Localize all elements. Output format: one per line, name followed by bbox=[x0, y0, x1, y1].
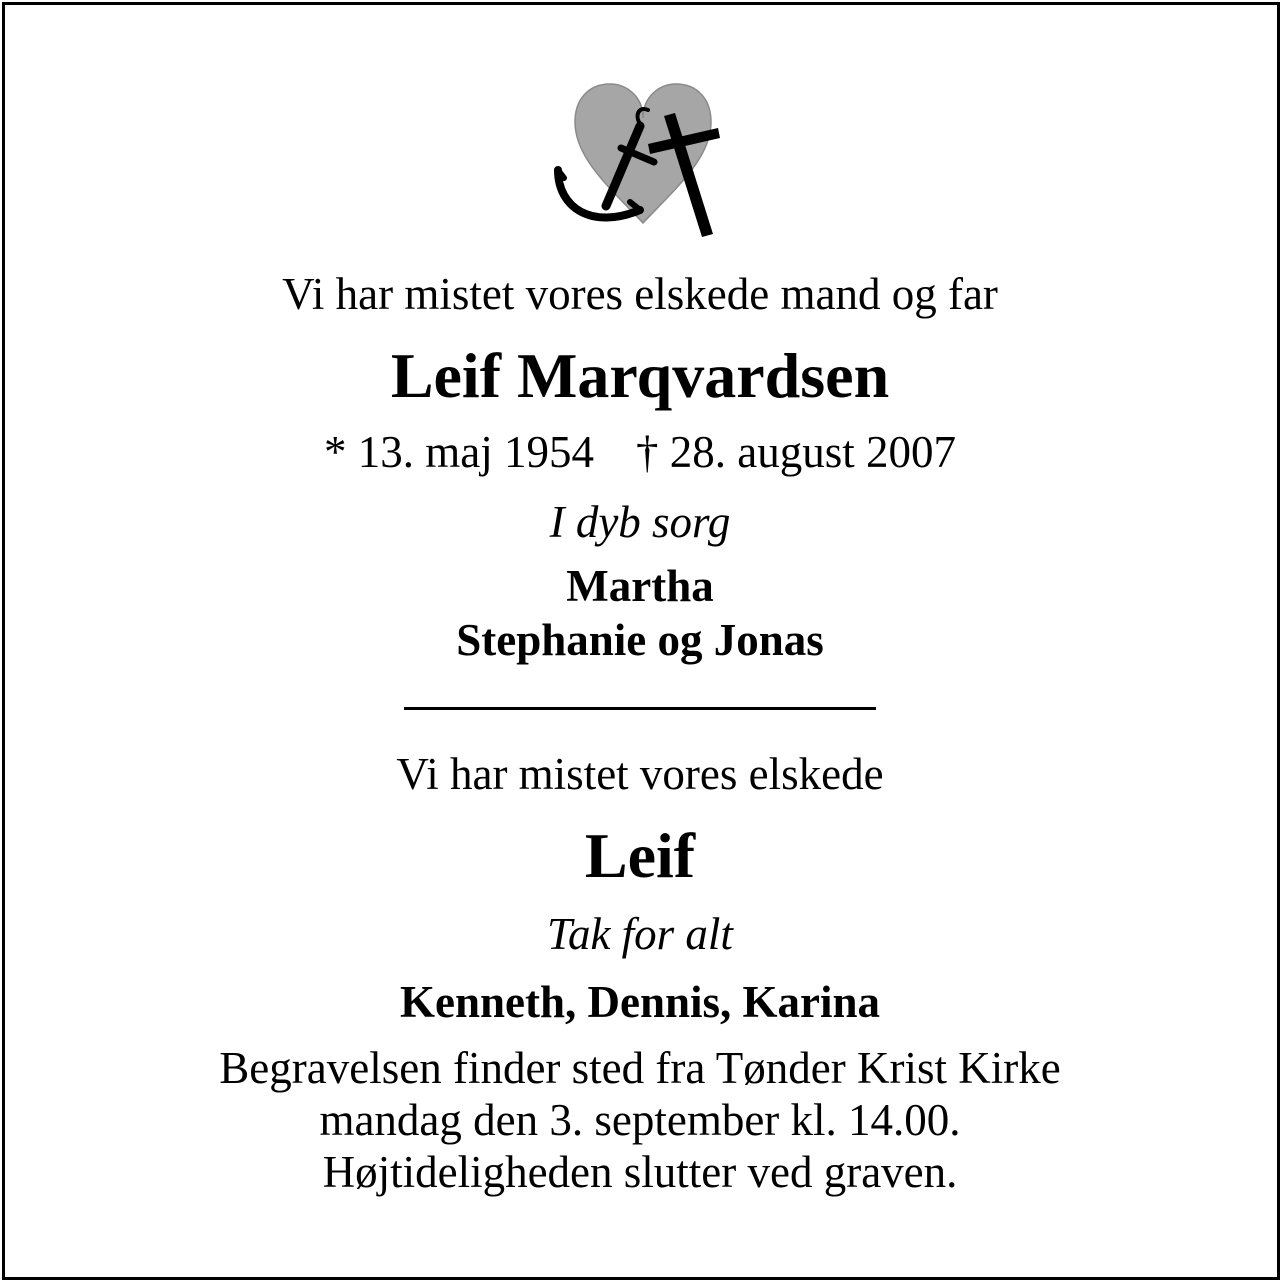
notice2-intro: Vi har mistet vores elskede bbox=[396, 749, 884, 799]
deceased-full-name: Leif Marqvardsen bbox=[390, 340, 890, 411]
mourning-phrase: I dyb sorg bbox=[549, 497, 731, 547]
signature-line: Kenneth, Dennis, Karina bbox=[399, 977, 881, 1027]
signature-line: Martha bbox=[566, 561, 714, 611]
thanks-phrase: Tak for alt bbox=[547, 909, 733, 959]
life-dates bbox=[0, 427, 1280, 477]
faith-hope-love-icon bbox=[548, 78, 738, 243]
funeral-info-line: mandag den 3. september kl. 14.00. bbox=[319, 1095, 961, 1145]
heart-icon bbox=[575, 84, 711, 223]
birth-date: * 13. maj 1954 bbox=[324, 427, 594, 477]
signature-line: Stephanie og Jonas bbox=[456, 615, 824, 665]
notice1-intro: Vi har mistet vores elskede mand og far bbox=[282, 269, 998, 319]
section-divider bbox=[404, 707, 876, 710]
funeral-info-line: Begravelsen finder sted fra Tønder Krist Kirke bbox=[219, 1043, 1061, 1093]
funeral-info-line: Højtideligheden slutter ved graven. bbox=[322, 1147, 958, 1197]
death-date: † 28. august 2007 bbox=[635, 427, 956, 477]
deceased-first-name: Leif bbox=[584, 820, 696, 891]
